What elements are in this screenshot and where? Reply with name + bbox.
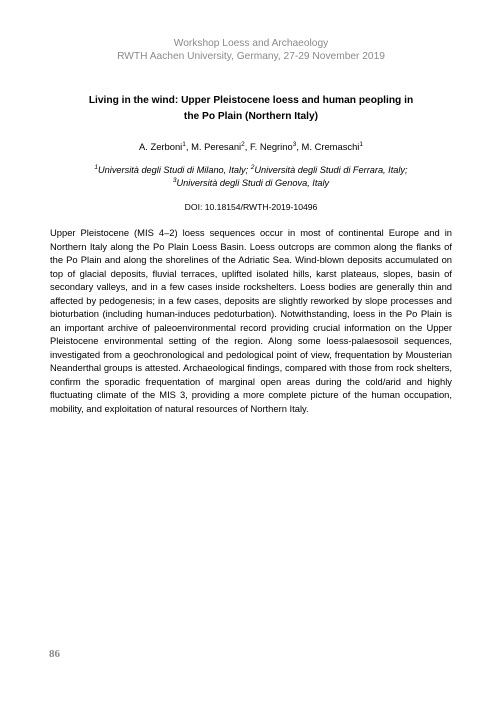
- affiliation-text: Università degli Studi di Genova, Italy: [176, 178, 330, 188]
- doi-line: DOI: 10.18154/RWTH-2019-10496: [184, 202, 318, 212]
- author-affiliation-mark: 1: [182, 140, 186, 148]
- affiliation-mark: 2: [250, 163, 255, 171]
- affiliation-text: Università degli Studi di Milano, Italy;: [98, 165, 249, 175]
- affiliation-list: [40, 164, 462, 190]
- paper-title-line-1: Living in the wind: Upper Pleistocene loess and human peopling in: [88, 95, 414, 106]
- author-affiliation-mark: 1: [359, 140, 363, 148]
- author-name: M. Cremaschi: [301, 141, 360, 152]
- affiliation-mark: 3: [172, 176, 177, 184]
- author-name: F. Negrino: [249, 141, 293, 152]
- paper-title: [52, 93, 450, 125]
- affiliation-text: Università degli Studi di Ferrara, Italy;: [254, 165, 408, 175]
- running-header: [0, 38, 502, 63]
- abstract-paragraph: Upper Pleistocene (MIS 4–2) loess sequences occur in most of continental Europe and in Northern Italy along the Po Plain Loess Basin. Loess outcrops are common along the flanks of the Po Plain and along the shorelines of the Adriatic Sea. Wind-blown deposits accumulated on top of glacial deposits, fluvial terraces, uplifted isolated hills, karst plateaus, slopes, basin of secondary valleys, and in a few cases inside rockshelters. Loess bodies are generally thin and affected by pedogenesis; in a few cases, deposits are slightly reworked by slope processes and bioturbation (including human-induces pedoturbation). Notwithstanding, loess in the Po Plain is an important archive of paleoenvironmental record providing crucial information on the Upper Pleistocene environmental setting of the region. Along some loess-palaesosoil sequences, investigated from a geochronological and pedological point of view, frequentation by Mousterian Neanderthal groups is attested. Archaeological findings, compared with those from rock shelters, confirm the sporadic frequentation of marginal open areas during the cold/arid and highly fluctuating climate of the MIS 3, providing a more complete picture of the human occupation, mobility, and exploitation of natural resources of Northern Italy.: [50, 227, 452, 414]
- author-list: A. Zerboni$^1$, M. Peresani$^2$, F. Negrino$^3$, M. Cremaschi$^1$: [139, 140, 363, 152]
- workshop-venue-date: RWTH Aachen University, Germany, 27-29 November 2019: [117, 50, 385, 62]
- paper-title-line-2: the Po Plain (Northern Italy): [183, 111, 319, 122]
- author-affiliation-mark: 3: [292, 140, 297, 148]
- affiliation-mark: 1: [94, 163, 99, 171]
- affiliation-line-2: [40, 177, 462, 190]
- workshop-title: Workshop Loess and Archaeology: [173, 38, 329, 49]
- author-name: M. Peresani: [191, 141, 242, 152]
- author-name: A. Zerboni: [139, 141, 183, 152]
- page-number: 86: [49, 648, 60, 660]
- affiliation-line-1: [40, 164, 462, 177]
- author-affiliation-mark: 2: [241, 140, 245, 148]
